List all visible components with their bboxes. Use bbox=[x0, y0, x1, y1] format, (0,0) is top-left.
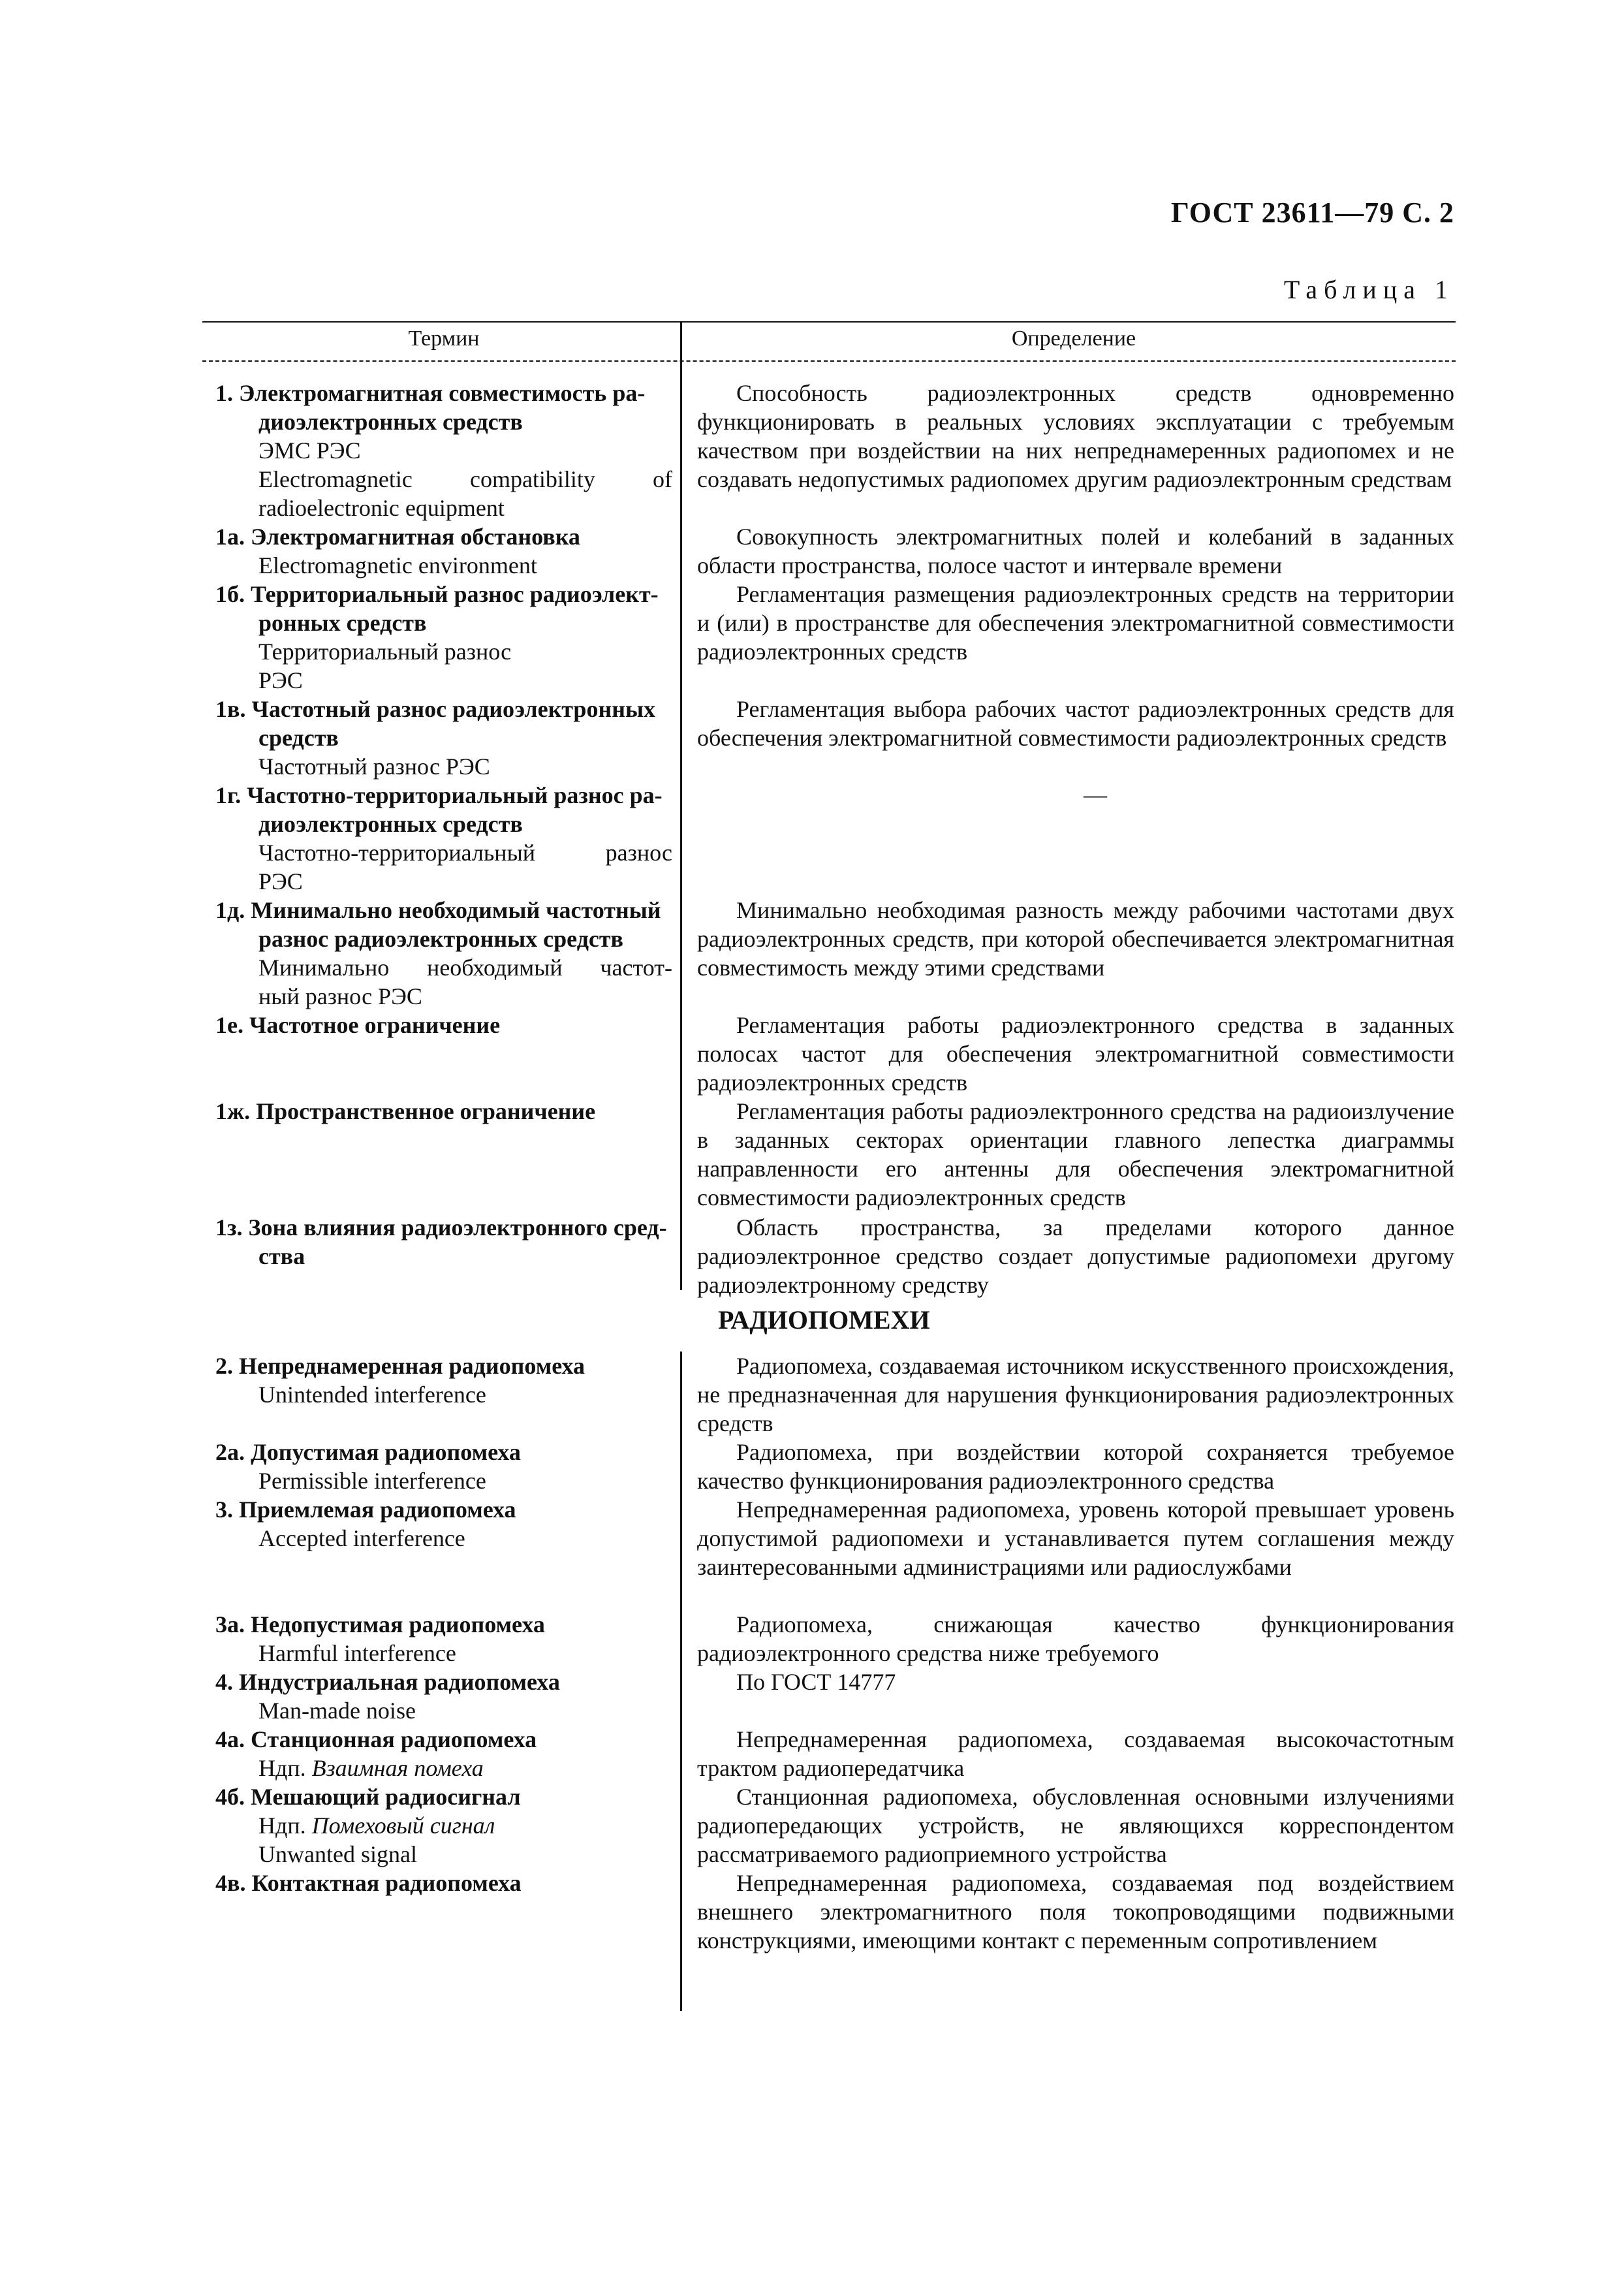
term-4b: 4б. Мешающий радиосигнал Ндп. Помеховый сигнал Unwanted signal bbox=[215, 1784, 521, 1867]
term-2: 2. Непреднамеренная радиопомеха Unintended interference bbox=[215, 1353, 585, 1408]
term-3: 3. Приемлемая радиопомеха Accepted interference bbox=[215, 1496, 516, 1551]
definition-3a: Радиопомеха, снижающая качество функционирования радиоэлектронного средства ниже требуемого bbox=[697, 1611, 1454, 1666]
term-3a: 3а. Недопустимая радиопомеха Harmful interference bbox=[215, 1611, 545, 1666]
column-header-term: Термин bbox=[408, 326, 480, 351]
term-1e: 1е. Частотное ограничение bbox=[215, 1012, 501, 1038]
table-top-rule bbox=[202, 321, 1456, 323]
term-1a: 1а. Электромагнитная обстановка Electromagnetic environment bbox=[215, 524, 580, 578]
definition-1d: Минимально необходимая разность между рабочими частотами двух радиоэлектронных средств, при которой обеспечивается электромагнитная совместимость между этими средствами bbox=[697, 897, 1454, 981]
document-id: ГОСТ 23611—79 С. 2 bbox=[1170, 197, 1454, 229]
definition-1a: Совокупность электромагнитных полей и колебаний в заданных области пространства, полосе частот и интервале времени bbox=[697, 524, 1454, 578]
term-1: 1. Электромагнитная совместимость ра- диоэлектронных средств ЭМС РЭС Electromagnetic compatibility of radioelectronic equipment bbox=[215, 380, 672, 521]
column-divider-lower bbox=[680, 1352, 682, 2011]
definition-2: Радиопомеха, создаваемая источником искусственного происхождения, не предназначенная для нарушения функционирования радиоэлектронных средств bbox=[697, 1353, 1454, 1436]
term-1b: 1б. Территориальный разнос радиоэлект- ронных средств Территориальный разнос РЭС bbox=[215, 581, 659, 693]
definition-4v: Непреднамеренная радиопомеха, создаваемая под воздействием внешнего электромагнитного поля токопроводящими подвижными конструкциями, имеющими контакт с переменным сопротивлением bbox=[697, 1870, 1454, 1953]
section-title: РАДИОПОМЕХИ bbox=[718, 1305, 930, 1335]
term-1z: 1з. Зона влияния радиоэлектронного сред- ства bbox=[215, 1214, 667, 1269]
definition-4a: Непреднамеренная радиопомеха, создаваемая высокочастотным трактом радиопередатчика bbox=[697, 1726, 1454, 1781]
term-4: 4. Индустриальная радиопомеха Man-made noise bbox=[215, 1669, 560, 1724]
definition-1v: Регламентация выбора рабочих частот радиоэлектронных средств для обеспечения электромагнитной совместимости радиоэлектронных средств bbox=[697, 696, 1454, 751]
table-label: Таблица 1 bbox=[1283, 275, 1454, 304]
term-4a: 4а. Станционная радиопомеха Ндп. Взаимная помеха bbox=[215, 1726, 537, 1781]
definition-1z: Область пространства, за пределами которого данное радиоэлектронное средство создает допустимые радиопомехи другому радиоэлектронному средству bbox=[697, 1214, 1454, 1298]
definition-3: Непреднамеренная радиопомеха, уровень которой превышает уровень допустимой радиопомехи и устанавливается путем соглашения между заинтересованными администрациями или радиослужбами bbox=[697, 1496, 1454, 1580]
term-1d: 1д. Минимально необходимый частотный разнос радиоэлектронных средств Минимально необходимый частот- ный разнос РЭС bbox=[215, 897, 672, 1009]
definition-1: Способность радиоэлектронных средств одновременно функционировать в реальных условиях эксплуатации с требуемым качеством при воздействии на них непреднамеренных радиопомех и не создавать недопустимых радиопомех другим радиоэлектронным средствам bbox=[697, 380, 1454, 492]
definition-4: По ГОСТ 14777 bbox=[736, 1669, 896, 1695]
definition-1b: Регламентация размещения радиоэлектронных средств на территории и (или) в пространстве для обеспечения электромагнитной совместимости радиоэлектронных средств bbox=[697, 581, 1454, 665]
term-4v: 4в. Контактная радиопомеха bbox=[215, 1870, 522, 1896]
term-1g: 1г. Частотно-территориальный разнос ра- диоэлектронных средств Частотно-территориальный разнос РЭС bbox=[215, 782, 672, 894]
column-header-definition: Определение bbox=[1011, 326, 1136, 351]
definition-1g-dash: — bbox=[1084, 782, 1107, 808]
term-1zh: 1ж. Пространственное ограничение bbox=[215, 1098, 596, 1124]
column-divider-upper bbox=[680, 321, 682, 1290]
definition-1e: Регламентация работы радиоэлектронного средства в заданных полосах частот для обеспечения электромагнитной совместимости радиоэлектронных средств bbox=[697, 1012, 1454, 1096]
header-bottom-rule bbox=[202, 360, 1456, 362]
term-1v: 1в. Частотный разнос радиоэлектронных средств Частотный разнос РЭС bbox=[215, 696, 656, 780]
definition-1zh: Регламентация работы радиоэлектронного средства на радиоизлучение в заданных секторах ориентации главного лепестка диаграммы направленности его антенны для обеспечения электромагнитной совместимости радиоэлектронных средств bbox=[697, 1098, 1454, 1210]
definition-2a: Радиопомеха, при воздействии которой сохраняется требуемое качество функционирования радиоэлектронного средства bbox=[697, 1439, 1454, 1494]
definition-4b: Станционная радиопомеха, обусловленная основными излучениями радиопередающих устройств, не являющихся корреспондентом рассматриваемого радиоприемного устройства bbox=[697, 1784, 1454, 1867]
term-2a: 2а. Допустимая радиопомеха Permissible interference bbox=[215, 1439, 521, 1494]
